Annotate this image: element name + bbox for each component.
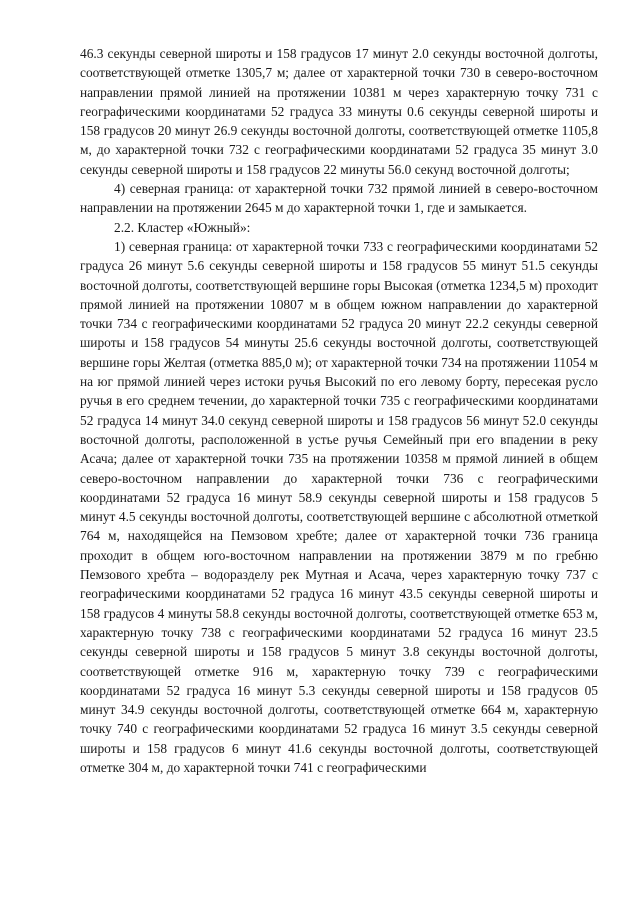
paragraph-continuation: 46.3 секунды северной широты и 158 градусов 17 минут 2.0 секунды восточной долготы, соответствующей отметке 1305,7 м; далее от характерной точки 730 в северо-восточном направлении прямой линией на протяжении 10381 м через характерную точку 731 с географическими координатами 52 градуса 33 минуты 0.6 секунды северной широты и 158 градусов 20 минут 26.9 секунды восточной долготы, соответствующей отметке 1105,8 м, до характерной точки 732 с географическими координатами 52 градуса 35 минут 3.0 секунды северной широты и 158 градусов 22 минуты 56.0 секунд восточной долготы;: [80, 46, 598, 177]
document-page: [80, 44, 598, 777]
section-heading-cluster-south: 2.2. Кластер «Южный»:: [114, 219, 251, 235]
paragraph-cluster-south-border: 1) северная граница: от характерной точки 733 с географическими координатами 52 градуса 26 минут 5.6 секунды северной широты и 158 градусов 55 минут 51.5 секунды восточной долготы, соответствующей вершине горы Высокая (отметка 1234,5 м) проходит прямой линией на протяжении 10807 м в общем южном направлении до характерной точки 734 с географическими координатами 52 градуса 20 минут 22.2 секунды северной широты и 158 градусов 54 минуты 25.6 секунды восточной долготы, соответствующей вершине горы Желтая (отметка 885,0 м); от характерной точки 734 на протяжении 11054 м на юг прямой линией через истоки ручья Высокий по его левому борту, пересекая русло ручья в его среднем течении, до характерной точки 735 с географическими координатами 52 градуса 14 минут 34.0 секунд северной широты и 158 градусов 56 минут 52.0 секунды восточной долготы, расположенной в устье ручья Семейный при его впадении в реку Асача; далее от характерной точки 735 на протяжении 10358 м прямой линией в общем северо-восточном направлении до характерной точки 736 с географическими координатами 52 градуса 16 минут 58.9 секунды северной широты и 158 градусов 5 минут 4.5 секунды восточной долготы, соответствующей вершине с абсолютной отметкой 764 м, находящейся на Пемзовом хребте; далее от характерной точки 736 граница проходит в общем юго-восточном направлении на протяжении 3879 м по гребню Пемзового хребта – водоразделу рек Мутная и Асача, через характерную точку 737 с географическими координатами 52 градуса 16 минут 43.5 секунды северной широты и 158 градусов 4 минуты 58.8 секунды восточной долготы, соответствующей отметке 653 м, характерную точку 738 с географическими координатами 52 градуса 16 минут 23.5 секунды северной широты и 158 градусов 5 минут 3.8 секунды восточной долготы, соответствующей отметке 916 м, характерную точку 739 с географическими координатами 52 градуса 16 минут 5.3 секунды северной широты и 158 градусов 05 минут 34.9 секунды восточной долготы, соответствующей отметке 664 м, характерную точку 740 с географическими координатами 52 градуса 16 минут 3.5 секунды северной широты и 158 градусов 6 минут 41.6 секунды восточной долготы, соответствующей отметке 304 м, до характерной точки 741 с географическими: [80, 238, 598, 775]
paragraph-northern-border: 4) северная граница: от характерной точки 732 прямой линией в северо-восточном направлении на протяжении 2645 м до характерной точки 1, где и замыкается.: [80, 181, 598, 216]
